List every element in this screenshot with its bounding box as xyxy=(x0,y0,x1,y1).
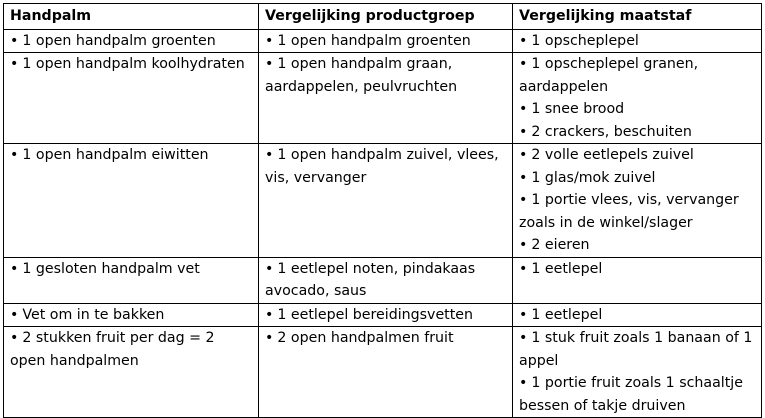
table-row xyxy=(4,327,762,418)
cell-productgroep xyxy=(259,327,513,418)
cell-productgroep xyxy=(259,144,513,258)
cell-productgroep xyxy=(259,29,513,53)
list-item: • 1 portie fruit zoals 1 schaaltje bessen of takje druiven xyxy=(519,372,755,417)
list-item: • 1 opscheplepel granen, aardappelen xyxy=(519,53,755,98)
list-item: • 1 eetlepel xyxy=(519,304,755,327)
list-item: • 1 opscheplepel xyxy=(519,30,755,53)
list-item: • 1 open handpalm eiwitten xyxy=(10,144,252,167)
table-row xyxy=(4,257,762,303)
list-item: • 2 stukken fruit per dag = 2 open handpalmen xyxy=(10,327,252,372)
cell-maatstaf xyxy=(513,29,762,53)
header-handpalm: Handpalm xyxy=(4,4,259,30)
cell-handpalm xyxy=(4,327,259,418)
list-item: • 1 stuk fruit zoals 1 banaan of 1 appel xyxy=(519,327,755,372)
list-item: • 2 volle eetlepels zuivel xyxy=(519,144,755,167)
header-vergelijking-productgroep: Vergelijking productgroep xyxy=(259,4,513,30)
cell-maatstaf xyxy=(513,144,762,258)
list-item: • 1 portie vlees, vis, vervanger zoals in de winkel/slager xyxy=(519,189,755,234)
cell-maatstaf xyxy=(513,257,762,303)
table-row xyxy=(4,53,762,144)
list-item: • Vet om in te bakken xyxy=(10,304,252,327)
table-row xyxy=(4,303,762,327)
cell-handpalm xyxy=(4,303,259,327)
list-item: • 1 gesloten handpalm vet xyxy=(10,258,252,281)
list-item: • 1 glas/mok zuivel xyxy=(519,167,755,190)
list-item: • 1 open handpalm koolhydraten xyxy=(10,53,252,76)
table-row xyxy=(4,144,762,258)
cell-productgroep xyxy=(259,257,513,303)
header-row xyxy=(4,4,762,30)
list-item: • 1 eetlepel noten, pindakaas avocado, saus xyxy=(265,258,506,303)
list-item: • 2 eieren xyxy=(519,234,755,257)
list-item: • 2 crackers, beschuiten xyxy=(519,121,755,144)
list-item: • 1 snee brood xyxy=(519,98,755,121)
list-item: • 1 open handpalm graan, aardappelen, peulvruchten xyxy=(265,53,506,98)
header-vergelijking-maatstaf: Vergelijking maatstaf xyxy=(513,4,762,30)
cell-maatstaf xyxy=(513,53,762,144)
cell-handpalm xyxy=(4,29,259,53)
cell-productgroep xyxy=(259,53,513,144)
cell-maatstaf xyxy=(513,303,762,327)
cell-handpalm xyxy=(4,257,259,303)
cell-productgroep xyxy=(259,303,513,327)
portion-comparison-table xyxy=(3,3,762,418)
list-item: • 1 eetlepel xyxy=(519,258,755,281)
list-item: • 2 open handpalmen fruit xyxy=(265,327,506,350)
cell-handpalm xyxy=(4,53,259,144)
cell-handpalm xyxy=(4,144,259,258)
list-item: • 1 eetlepel bereidingsvetten xyxy=(265,304,506,327)
cell-maatstaf xyxy=(513,327,762,418)
list-item: • 1 open handpalm groenten xyxy=(10,30,252,53)
list-item: • 1 open handpalm zuivel, vlees, vis, vervanger xyxy=(265,144,506,189)
list-item: • 1 open handpalm groenten xyxy=(265,30,506,53)
table-row xyxy=(4,29,762,53)
